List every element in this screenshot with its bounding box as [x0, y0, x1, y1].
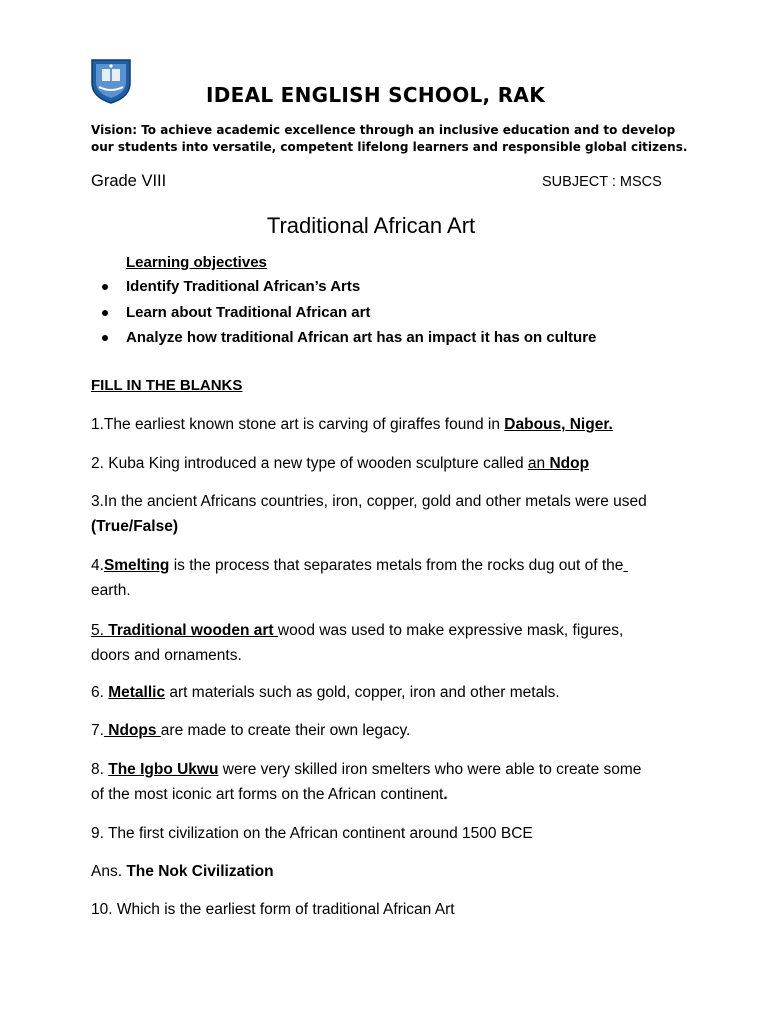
question-1: 1.The earliest known stone art is carving of giraffes found in Dabous, Niger. — [91, 416, 613, 433]
list-item: Learn about Traditional African art — [100, 302, 596, 328]
bullet-icon — [102, 284, 108, 290]
page-title: Traditional African Art — [266, 213, 476, 238]
answer-3: (True/False) — [91, 518, 178, 535]
question-8: 8. The Igbo Ukwu were very skilled iron smelters who were able to create some of the most iconic art forms on the African continent. — [91, 761, 642, 803]
answer-9: The Nok Civilization — [126, 863, 274, 880]
bullet-icon — [102, 335, 108, 341]
answer-2: Ndop — [549, 455, 590, 472]
school-name: IDEAL ENGLISH SCHOOL, RAK — [205, 83, 545, 107]
answer-8: The Igbo Ukwu — [108, 761, 219, 778]
answer-6: Metallic — [108, 684, 166, 701]
answer-line-9: Ans. The Nok Civilization — [91, 863, 274, 880]
question-9: 9. The first civilization on the African continent around 1500 BCE — [91, 825, 533, 842]
answer-5: Traditional wooden art — [103, 622, 278, 639]
question-6: 6. Metallic art materials such as gold, copper, iron and other metals. — [91, 684, 560, 701]
learning-objectives-list — [100, 276, 596, 353]
question-4: 4.Smelting is the process that separates metals from the rocks dug out of the earth. — [91, 557, 624, 599]
subject-label: SUBJECT : MSCS — [542, 174, 662, 190]
answer-4: Smelting — [103, 557, 170, 574]
question-10: 10. Which is the earliest form of traditional African Art — [91, 901, 455, 918]
section-heading: FILL IN THE BLANKS — [91, 377, 243, 394]
question-5: 5. Traditional wooden art wood was used to make expressive mask, figures, doors and ornaments. — [91, 622, 624, 664]
answer-1: Dabous, Niger. — [504, 416, 613, 433]
grade-label: Grade VIII — [91, 172, 167, 190]
question-2: 2. Kuba King introduced a new type of wooden sculpture called an Ndop — [91, 455, 590, 472]
learning-objectives-heading: Learning objectives — [126, 254, 267, 271]
bullet-icon — [102, 310, 108, 316]
question-3: 3.In the ancient Africans countries, iron, copper, gold and other metals were used (True/False) — [91, 489, 701, 539]
answer-7: Ndops — [103, 722, 161, 739]
list-item: Identify Traditional African’s Arts — [100, 276, 596, 302]
question-7: 7. Ndops are made to create their own legacy. — [91, 722, 411, 739]
vision-statement: Vision: To achieve academic excellence through an inclusive education and to develop our students into versatile, competent lifelong learners and responsible global citizens. — [91, 123, 688, 154]
list-item: Analyze how traditional African art has an impact it has on culture — [100, 327, 596, 353]
